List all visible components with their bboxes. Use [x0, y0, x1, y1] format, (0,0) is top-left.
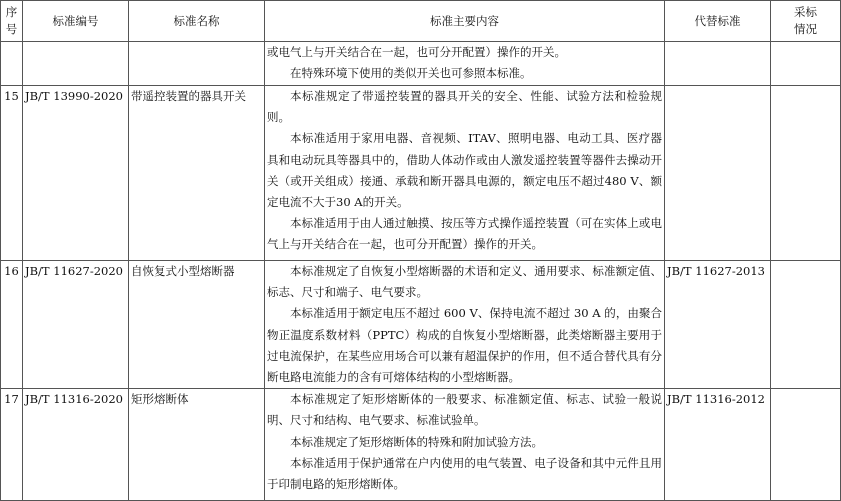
- scope-paragraph: 本标准规定了带遥控装置的器具开关的安全、性能、试验方法和检验规则。: [267, 89, 662, 125]
- adoption-cell: [771, 389, 841, 501]
- standard-scope-cell: [265, 86, 665, 261]
- standard-code: JB/T 11316-2020: [25, 392, 123, 407]
- standard-code: JB/T 13990-2020: [25, 89, 123, 103]
- standard-name-cell: [129, 389, 265, 501]
- replaced-standard-cell: [665, 389, 771, 501]
- scope-paragraph: 本标准适用于额定电压不超过 600 V、保持电流不超过 30 A 的，由聚合物正温度系数材料（PPTC）构成的自恢复小型熔断器，此类熔断器主要用于过电流保护，在某些应用场合可以兼有超温保护的作用，但不适合替代具有分断电路电流能力的含有可熔体结构的小型熔断器。: [267, 306, 662, 385]
- table-row: [1, 389, 841, 501]
- standard-name-cell: [129, 261, 265, 389]
- adoption-cell: [771, 261, 841, 389]
- table-row: [1, 42, 841, 86]
- scope-paragraph: 本标准适用于家用电器、音视频、ITAV、照明电器、电动工具、医疗器具和电动玩具等器具中的，借助人体动作或由人激发遥控装置等器件去操动开关（或开关组成）接通、承载和断开器具电源的，额定电压不超过480 V、额定电流不大于30 A的开关。: [267, 131, 662, 210]
- standard-code-cell: [23, 86, 129, 261]
- table-row: [1, 261, 841, 389]
- header-no: 序号: [1, 1, 23, 42]
- header-row: [1, 1, 841, 42]
- standard-scope-cell: [265, 389, 665, 501]
- replaced-standard-cell: [665, 86, 771, 261]
- header-adoption: 采标情况: [771, 1, 841, 42]
- header-scope: 标准主要内容: [265, 1, 665, 42]
- replaced-standard-cell: [665, 261, 771, 389]
- replaced-standard: JB/T 11316-2012: [667, 392, 765, 407]
- row-number: 15: [4, 89, 19, 103]
- standard-code-cell: [23, 261, 129, 389]
- standard-name: 自恢复式小型熔断器: [131, 264, 235, 278]
- standard-scope-cell: [265, 261, 665, 389]
- standard-code: JB/T 11627-2020: [25, 264, 123, 278]
- row-number: 16: [4, 264, 19, 278]
- replaced-standard: JB/T 11627-2013: [667, 264, 765, 278]
- row-number-cell: [1, 86, 23, 261]
- header-replaced: 代替标准: [665, 1, 771, 42]
- row-number: 17: [4, 392, 19, 407]
- header-name: 标准名称: [129, 1, 265, 42]
- scope-paragraph: 本标准适用于保护通常在户内使用的电气装置、电子设备和其中元件且用于印制电路的矩形熔断体。: [267, 455, 662, 492]
- standard-name: 矩形熔断体: [131, 392, 189, 407]
- scope-paragraph: 本标准规定了矩形熔断体的特殊和附加试验方法。: [290, 434, 543, 449]
- adoption-cell: [771, 86, 841, 261]
- standard-scope-cell: [265, 42, 665, 86]
- scope-paragraph: 在特殊环境下使用的类似开关也可参照本标准。: [290, 66, 532, 81]
- scope-paragraph: 本标准规定了自恢复小型熔断器的术语和定义、通用要求、标准额定值、标志、尺寸和端子、电气要求。: [267, 264, 662, 300]
- scope-paragraph: 或电气上与开关结合在一起，也可分开配置）操作的开关。: [267, 45, 566, 59]
- header-code: 标准编号: [23, 1, 129, 42]
- replaced-standard-cell: [665, 42, 771, 86]
- standard-name-cell: [129, 42, 265, 86]
- row-number-cell: [1, 261, 23, 389]
- row-number-cell: [1, 42, 23, 86]
- row-number-cell: [1, 389, 23, 501]
- scope-paragraph: 本标准规定了矩形熔断体的一般要求、标准额定值、标志、试验一般说明、尺寸和结构、电气要求、标准试验单。: [267, 392, 662, 428]
- table-row: [1, 86, 841, 261]
- standard-name: 带遥控装置的器具开关: [131, 89, 246, 103]
- standard-name-cell: [129, 86, 265, 261]
- standard-code-cell: [23, 42, 129, 86]
- standard-code-cell: [23, 389, 129, 501]
- scope-paragraph: 本标准适用于由人通过触摸、按压等方式操作遥控装置（可在实体上或电气上与开关结合在一起，也可分开配置）操作的开关。: [267, 216, 662, 252]
- adoption-cell: [771, 42, 841, 86]
